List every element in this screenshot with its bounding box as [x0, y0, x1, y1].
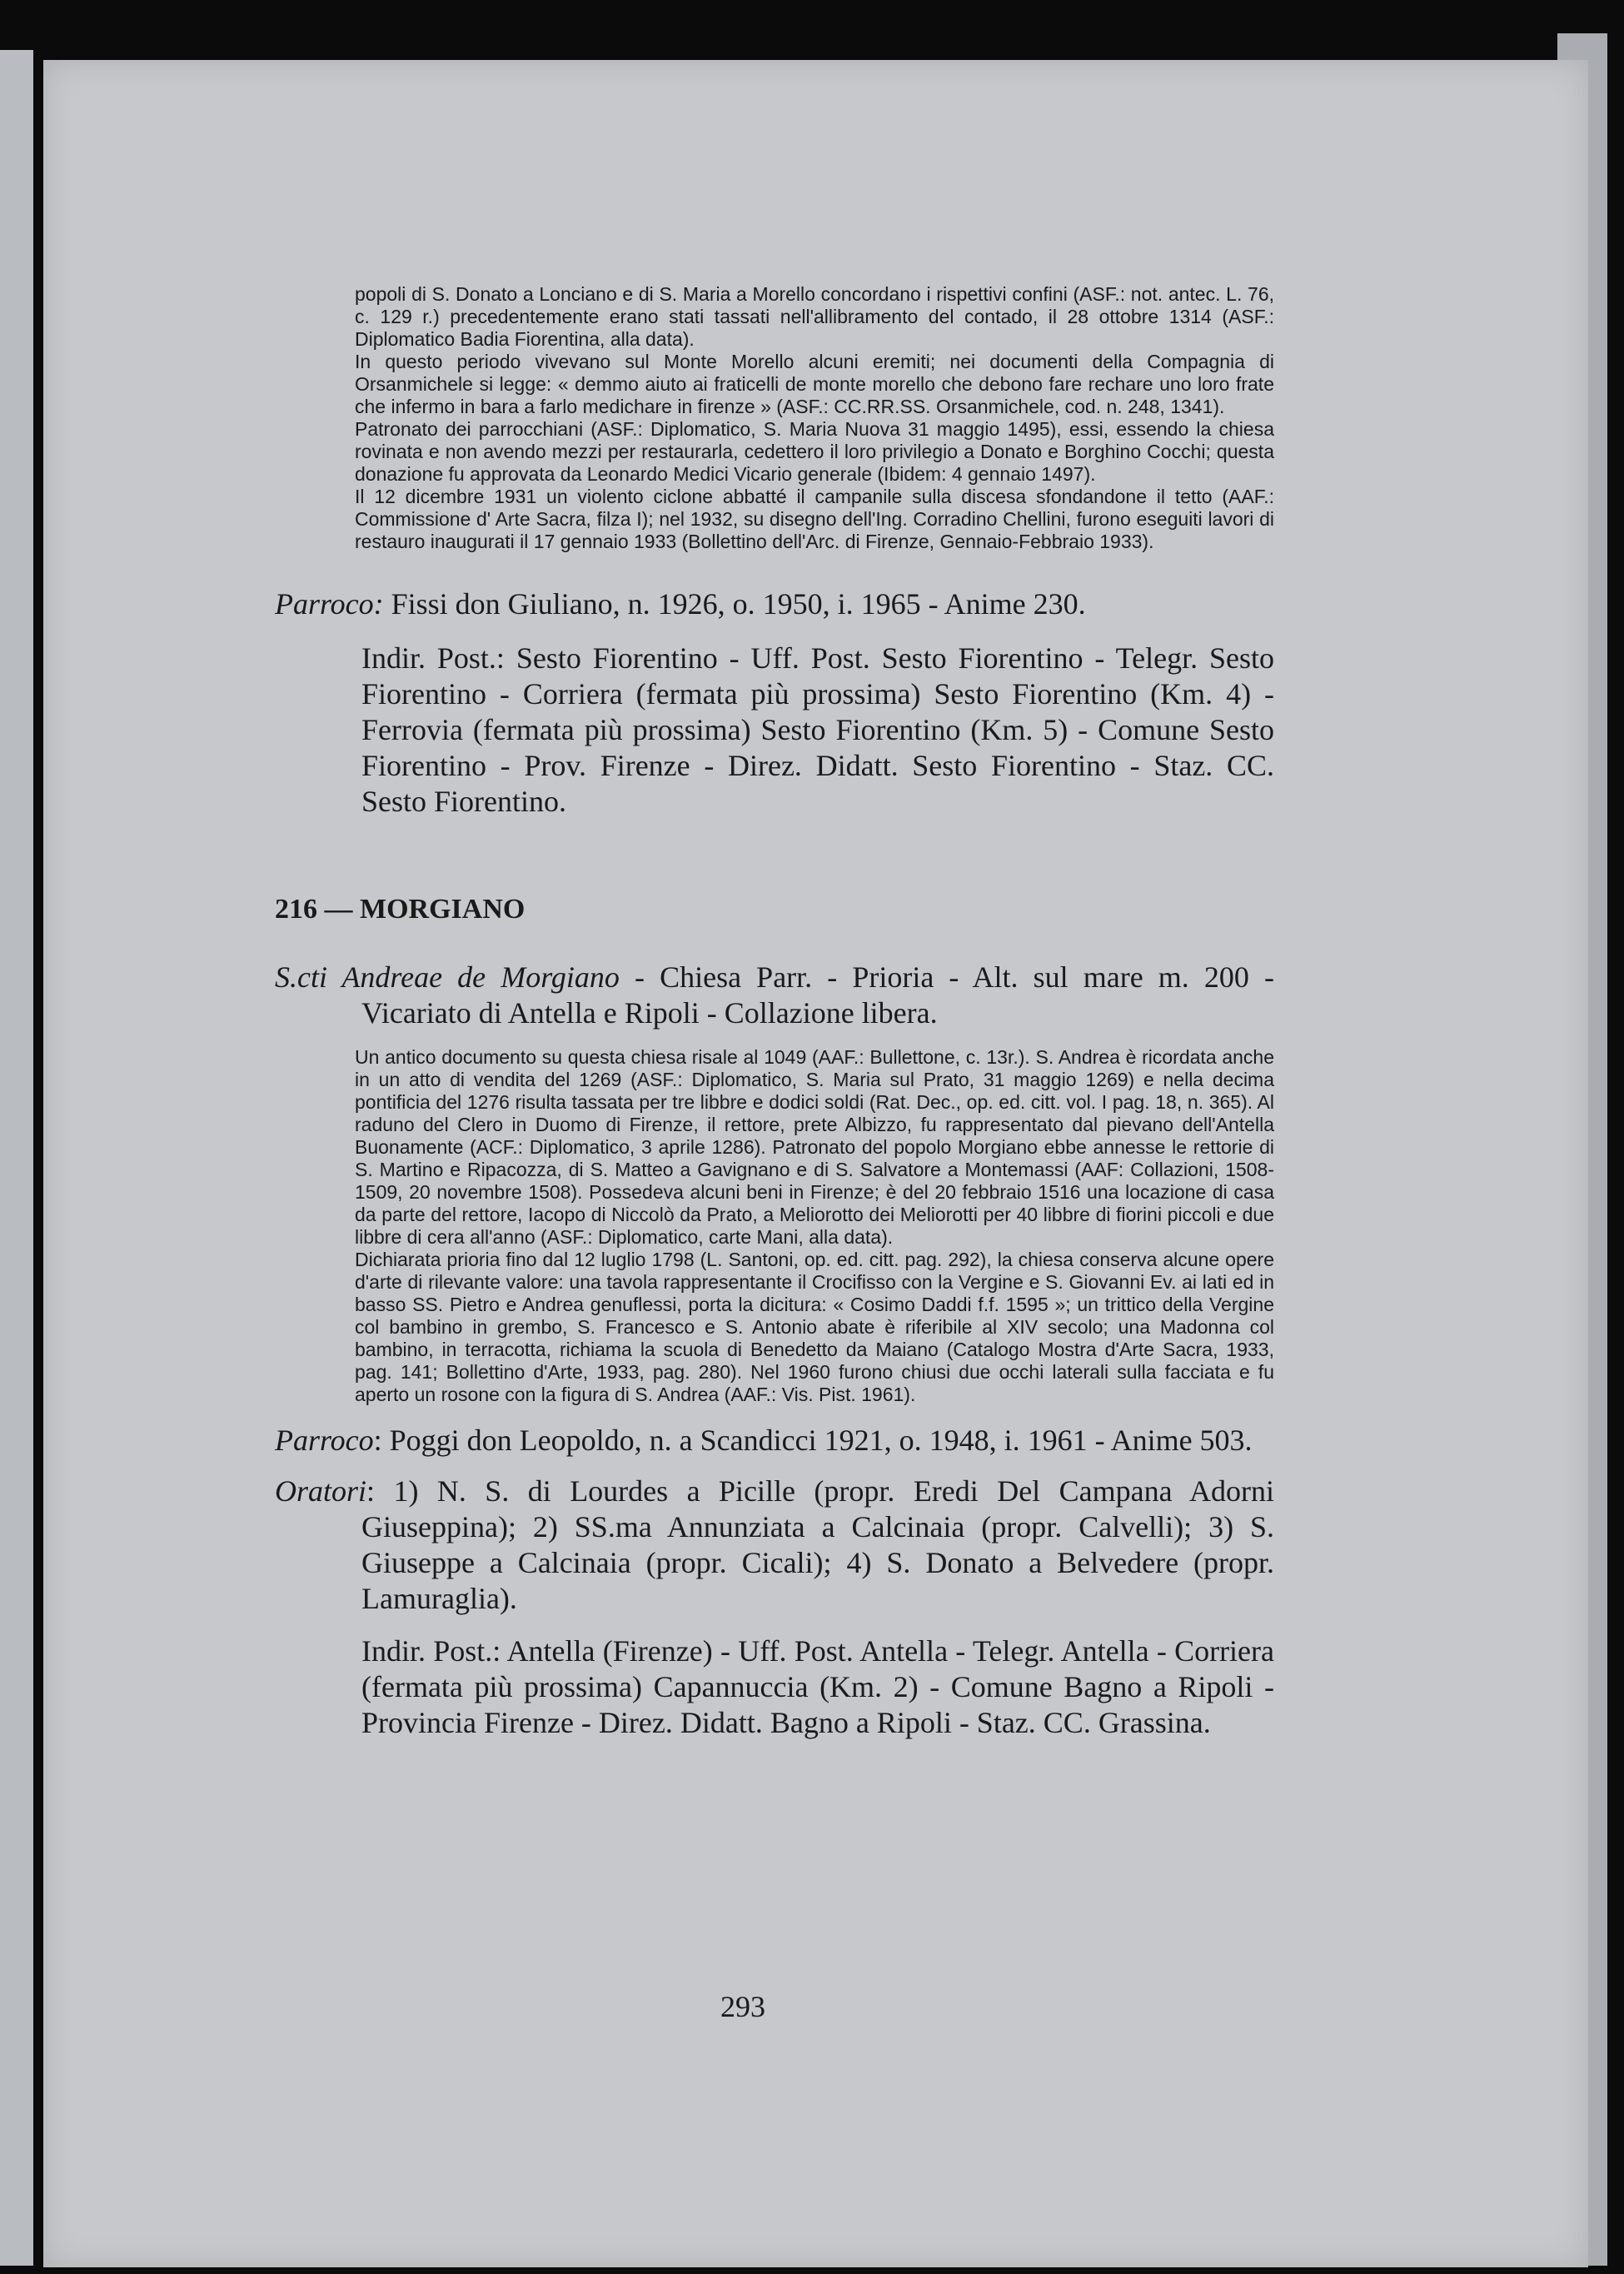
note-paragraph: Un antico documento su questa chiesa risale al 1049 (AAF.: Bullettone, c. 13r.). S. Andrea è ricordata anche in un atto di vendita del 1269 (ASF.: Diplomatico, S. Maria sul Prato, 31 maggio 1269) e nella decima pontificia del 1276 risulta tassata per tre libbre e dodici soldi (Rat. Dec., op. ed. citt. vol. I pag. 18, n. 365). Al raduno del Clero in Duomo di Firenze, il rettore, prete Albizzo, fu rappresentato dal pievano dell'Antella Buonamente (ACF.: Diplomatico, 3 aprile 1286). Patronato del popolo Morgiano ebbe annesse le rettorie di S. Martino e Ripacozza, di S. Matteo a Gavignano e di S. Salvatore a Montemassi (AAF: Collazioni, 1508-1509, 20 novembre 1508). Possedeva alcuni beni in Firenze; è del 20 febbraio 1516 una locazione di casa da parte del rettore, Iacopo di Niccolò da Prato, a Meliorotto dei Meliorotti per 40 libbre di fiorini piccoli e due libbre di cera all'anno (ASF.: Diplomatico, carte Mani, alla data).: [355, 1046, 1274, 1248]
oratori-entry: [275, 1474, 1274, 1617]
postal-address: Indir. Post.: Sesto Fiorentino - Uff. Post. Sesto Fiorentino - Telegr. Sesto Fiorentino - Corriera (fermata più prossima) Sesto Fiorentino (Km. 4) - Ferrovia (fermata più prossima) Sesto Fiorentino (Km. 5) - Comune Sesto Fiorentino - Prov. Firenze - Direz. Didatt. Sesto Fiorentino - Staz. CC. Sesto Fiorentino.: [361, 641, 1274, 818]
oratori-label: Oratori: [275, 1474, 367, 1508]
note-paragraph: popoli di S. Donato a Lonciano e di S. Maria a Morello concordano i rispettivi confini (ASF.: not. antec. L. 76, c. 129 r.) precedentemente erano stati tassati nell'allibramento del contado, il 28 ottobre 1314 (ASF.: Diplomatico Badia Fiorentina, alla data).: [355, 283, 1274, 350]
section-heading: 216 — MORGIANO: [275, 894, 526, 925]
parroco-entry: [275, 586, 1274, 622]
parroco-label: Parroco: [275, 1424, 374, 1457]
parroco-text: : Poggi don Leopoldo, n. a Scandicci 1921, o. 1948, i. 1961 - Anime 503.: [373, 1424, 1253, 1457]
church-entry: [275, 960, 1274, 1031]
note-paragraph: Patronato dei parrocchiani (ASF.: Diplomatico, S. Maria Nuova 31 maggio 1495), essi, essendo la chiesa rovinata e non avendo mezzi per restaurarla, cedettero il loro privilegio a Donato e Borghino Cocchi; questa donazione fu approvata da Leonardo Medici Vicario generale (Ibidem: 4 gennaio 1497).: [355, 418, 1274, 485]
note-paragraph: In questo periodo vivevano sul Monte Morello alcuni eremiti; nei documenti della Compagnia di Orsanmichele si legge: « demmo aiuto ai fraticelli de monte morello che debono fare rechare uno loro frate che infermo in bara a farlo medichare in firenze » (ASF.: CC.RR.SS. Orsanmichele, cod. n. 248, 1341).: [355, 351, 1274, 417]
note-paragraph: Dichiarata prioria fino dal 12 luglio 1798 (L. Santoni, op. ed. citt. pag. 292), la chiesa conserva alcune opere d'arte di rilevante valore: una tavola rappresentante il Crocifisso con la Vergine e S. Giovanni Ev. ai lati ed in basso SS. Pietro e Andrea genuflessi, porta la dicitura: « Cosimo Daddi f.f. 1595 »; un trittico della Vergine col bambino in grembo, S. Francesco e S. Antonio abate è riferibile al XIV secolo; una Madonna col bambino, in terracotta, richiama la scuola di Benedetto da Maiano (Catalogo Mostra d'Arte Sacra, 1933, pag. 141; Bollettino d'Arte, 1933, pag. 280). Nel 1960 furono chiusi due occhi laterali sulla facciata e fu aperto un rosone con la figura di S. Andrea (AAF.: Vis. Pist. 1961).: [355, 1249, 1274, 1405]
page-number: 293: [720, 1990, 765, 2023]
page-content: [275, 283, 1274, 1741]
postal-address: Indir. Post.: Antella (Firenze) - Uff. Post. Antella - Telegr. Antella - Corriera (fermata più prossima) Capannuccia (Km. 2) - Comune Bagno a Ripoli - Provincia Firenze - Direz. Didatt. Bagno a Ripoli - Staz. CC. Grassina.: [361, 1634, 1274, 1739]
church-name: S.cti Andreae de Morgiano: [275, 960, 620, 994]
facing-page-edge: [0, 50, 33, 2266]
note-paragraph: Il 12 dicembre 1931 un violento ciclone abbatté il campanile sulla discesa sfondandone il tetto (AAF.: Commissione d' Arte Sacra, filza I); nel 1932, su disegno dell'Ing. Corradino Chellini, furono eseguiti lavori di restauro inaugurati il 17 gennaio 1933 (Bollettino dell'Arc. di Firenze, Gennaio-Febbraio 1933).: [355, 486, 1274, 552]
parroco-entry: [275, 1423, 1274, 1459]
parroco-label: Parroco:: [275, 587, 384, 621]
parroco-text: Fissi don Giuliano, n. 1926, o. 1950, i. 1965 - Anime 230.: [383, 587, 1086, 621]
church-text: - Chiesa Parr. - Prioria - Alt. sul mare m. 200 - Vicariato di Antella e Ripoli - Collazione libera.: [361, 960, 1274, 1030]
oratori-text: : 1) N. S. di Lourdes a Picille (propr. Eredi Del Campana Adorni Giuseppina); 2) SS.ma Annunziata a Calcinaia (propr. Calvelli); 3) S. Giuseppe a Calcinaia (propr. Cicali); 4) S. Donato a Belvedere (propr. Lamuraglia).: [361, 1474, 1274, 1615]
